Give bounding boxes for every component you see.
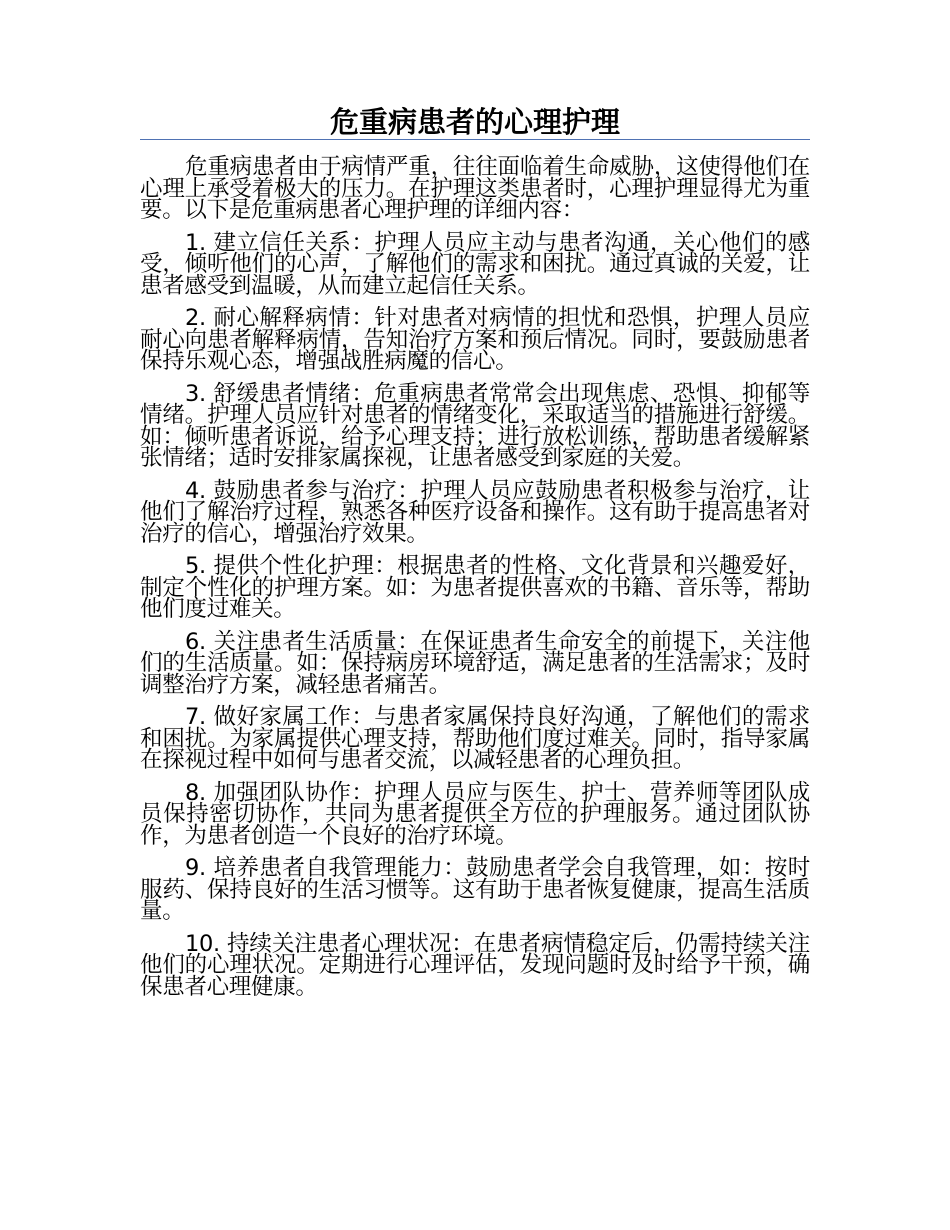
list-item: 9. 培养患者自我管理能力：鼓励患者学会自我管理，如：按时服药、保持良好的生活习惯等。这有助于患者恢复健康，提高生活质量。 xyxy=(140,855,810,924)
list-item: 10. 持续关注患者心理状况：在患者病情稳定后，仍需持续关注他们的心理状况。定期进行心理评估，发现问题时及时给予干预，确保患者心理健康。 xyxy=(140,930,810,1000)
list-item: 3. 舒缓患者情绪：危重病患者常常会出现焦虑、恐惧、抑郁等情绪。护理人员应针对患者的情绪变化，采取适当的措施进行舒缓。如：倾听患者诉说，给予心理支持；进行放松训练，帮助患者缓解紧张情绪；适时安排家属探视，让患者感受到家庭的关爱。 xyxy=(140,380,810,471)
document-body xyxy=(140,154,810,1009)
list-item: 6. 关注患者生活质量：在保证患者生命安全的前提下，关注他们的生活质量。如：保持病房环境舒适，满足患者的生活需求；及时调整治疗方案，减轻患者痛苦。 xyxy=(140,628,810,698)
document-title: 危重病患者的心理护理 xyxy=(329,105,620,139)
list-item: 8. 加强团队协作：护理人员应与医生、护士、营养师等团队成员保持密切协作，共同为患者提供全方位的护理服务。通过团队协作，为患者创造一个良好的治疗环境。 xyxy=(140,779,810,849)
list-item: 2. 耐心解释病情：针对患者对病情的担忧和恐惧，护理人员应耐心向患者解释病情，告知治疗方案和预后情况。同时，要鼓励患者保持乐观心态，增强战胜病魔的信心。 xyxy=(140,305,810,374)
intro-paragraph: 危重病患者由于病情严重，往往面临着生命威胁，这使得他们在心理上承受着极大的压力。在护理这类患者时，心理护理显得尤为重要。以下是危重病患者心理护理的详细内容： xyxy=(140,154,810,223)
list-item: 4. 鼓励患者参与治疗：护理人员应鼓励患者积极参与治疗，让他们了解治疗过程，熟悉各种医疗设备和操作。这有助于提高患者对治疗的信心，增强治疗效果。 xyxy=(140,477,810,547)
list-item: 5. 提供个性化护理：根据患者的性格、文化背景和兴趣爱好，制定个性化的护理方案。如：为患者提供喜欢的书籍、音乐等，帮助他们度过难关。 xyxy=(140,553,810,622)
list-item: 1. 建立信任关系：护理人员应主动与患者沟通，关心他们的感受，倾听他们的心声，了解他们的需求和困扰。通过真诚的关爱，让患者感受到温暖，从而建立起信任关系。 xyxy=(140,229,810,299)
list-item: 7. 做好家属工作：与患者家属保持良好沟通，了解他们的需求和困扰。为家属提供心理支持，帮助他们度过难关。同时，指导家属在探视过程中如何与患者交流，以减轻患者的心理负担。 xyxy=(140,704,810,773)
title-underline xyxy=(140,139,810,140)
